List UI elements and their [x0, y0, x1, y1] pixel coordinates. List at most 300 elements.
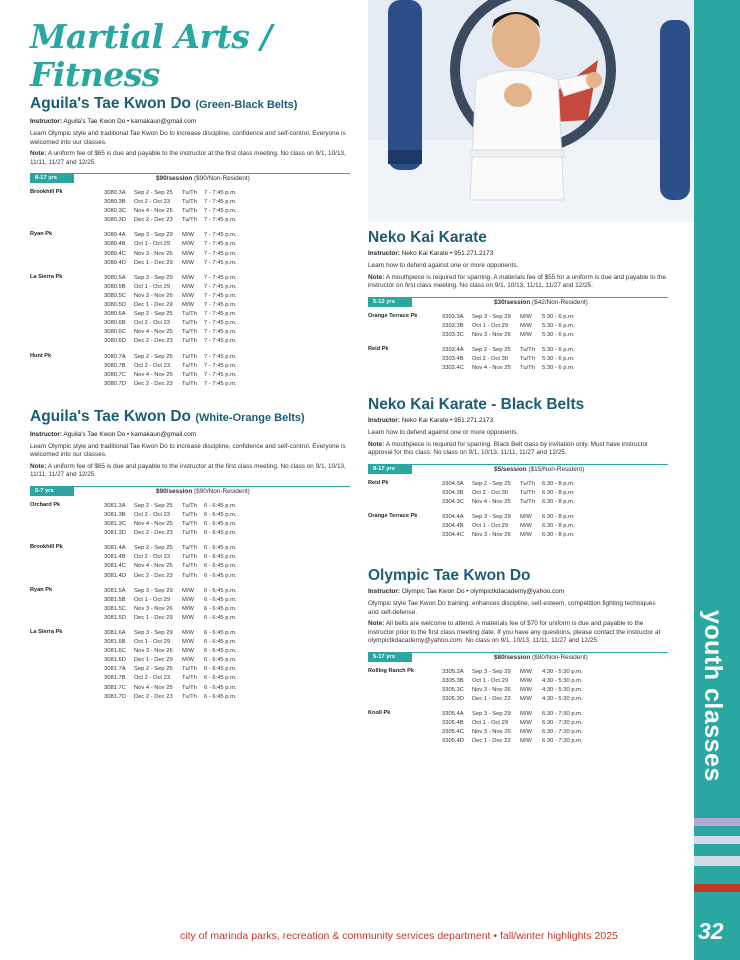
class-days: M/W: [182, 283, 194, 290]
class-row: [442, 313, 668, 322]
age-badge: 8-17 yrs: [30, 174, 74, 183]
class-row: [104, 380, 350, 389]
class-code: 3080.5B: [104, 283, 126, 290]
class-code: 3304.4C: [442, 532, 464, 539]
location-name: Ryan Pk: [30, 231, 53, 238]
class-row: [442, 322, 668, 331]
class-time: 6 - 6:45 p.m.: [204, 563, 237, 570]
class-code: 3304.3B: [442, 489, 464, 496]
location-group: [368, 710, 668, 746]
class-time: 7 - 7:45 p.m.: [204, 320, 237, 327]
class-days: M/W: [182, 292, 194, 299]
class-row: [104, 310, 350, 319]
class-dates: Oct 2 - Oct 23: [134, 199, 171, 206]
fee-text: [156, 175, 250, 182]
class-dates: Oct 1 - Oct 29: [134, 596, 171, 603]
class-time: 7 - 7:45 p.m.: [204, 274, 237, 281]
class-code: 3080.3D: [104, 217, 126, 224]
class-row: [104, 693, 350, 702]
class-time: 6 - 6:45 p.m.: [204, 587, 237, 594]
class-time: 7 - 7:45 p.m.: [204, 311, 237, 318]
class-code: 3080.4D: [104, 259, 126, 266]
class-time: 6:30 - 8 p.m.: [542, 498, 575, 505]
class-code: 3081.6B: [104, 639, 126, 646]
class-time: 6 - 6:45 p.m.: [204, 657, 237, 664]
class-days: M/W: [182, 274, 194, 281]
class-time: 6 - 6:45 p.m.: [204, 684, 237, 691]
fee-bar: [368, 652, 668, 662]
class-code: 3080.5A: [104, 274, 126, 281]
class-row: [104, 337, 350, 346]
instructor-label: Instructor:: [368, 250, 400, 257]
class-time: 5:30 - 6 p.m.: [542, 346, 575, 353]
class-row: [104, 371, 350, 380]
left-column: [30, 18, 350, 702]
class-dates: Nov 4 - Nov 25: [472, 364, 511, 371]
instructor-label: Instructor:: [30, 118, 62, 125]
class-code: 3080.4B: [104, 241, 126, 248]
class-time: 6:30 - 8 p.m.: [542, 489, 575, 496]
location-name: Ryan Pk: [30, 586, 53, 593]
class-rows: [442, 513, 668, 540]
class-days: Tu/Th: [182, 675, 197, 682]
location-group: [30, 502, 350, 538]
location-group: [30, 274, 350, 347]
class-days: Tu/Th: [182, 666, 197, 673]
program-description: Olympic style Tae Kwon Do training: enhances discipline, self-esteem, competition fighting techniques and self-defense.: [368, 600, 656, 616]
class-time: 7 - 7:45 p.m.: [204, 250, 237, 257]
class-dates: Nov 4 - Nov 25: [134, 371, 173, 378]
class-time: 6 - 6:45 p.m.: [204, 530, 237, 537]
class-row: [442, 737, 668, 746]
sidebar-youth-classes: [694, 0, 740, 960]
instructor-contact: Aguila's Tae Kwon Do • kamakaun@gmail.com: [63, 118, 197, 125]
class-time: 6 - 6:45 p.m.: [204, 614, 237, 621]
instructor-line: [368, 588, 668, 596]
class-code: 3303.3C: [442, 331, 464, 338]
class-dates: Sep 3 - Sep 29: [134, 630, 173, 636]
class-row: [104, 240, 350, 249]
class-dates: Sep 3 - Sep 29: [472, 668, 511, 675]
location-group: [368, 313, 668, 340]
class-code: 3081.5C: [104, 605, 126, 612]
class-time: 7 - 7:45 p.m.: [204, 208, 237, 215]
class-code: 3303.4A: [442, 346, 464, 353]
class-dates: Dec 2 - Dec 23: [134, 338, 173, 345]
location-name: La Sierra Pk: [30, 273, 63, 280]
class-code: 3081.5D: [104, 614, 126, 621]
class-time: 5:30 - 6 p.m.: [542, 331, 575, 338]
class-dates: Oct 1 - Oct 29: [472, 720, 509, 727]
class-row: [104, 553, 350, 562]
class-days: M/W: [182, 648, 194, 655]
class-code: 3081.4C: [104, 563, 126, 570]
class-row: [104, 216, 350, 225]
class-row: [104, 362, 350, 371]
class-code: 3303.4C: [442, 364, 464, 371]
page-number: 32: [698, 918, 724, 944]
class-row: [442, 513, 668, 522]
class-time: 7 - 7:45 p.m.: [204, 241, 237, 248]
class-dates: Oct 1 - Oct 29: [134, 283, 171, 290]
class-code: 3305.3A: [442, 668, 464, 675]
class-dates: Sep 2 - Sep 25: [472, 480, 511, 487]
age-badge: 5-17 yrs: [368, 653, 412, 662]
class-days: Tu/Th: [182, 545, 197, 552]
instructor-contact: Aguila's Tae Kwon Do • kamakaun@gmail.com: [63, 430, 197, 438]
class-row: [104, 207, 350, 216]
class-days: Tu/Th: [182, 338, 197, 345]
class-days: Tu/Th: [182, 353, 197, 360]
class-days: Tu/Th: [182, 684, 197, 691]
class-time: 6:30 - 8 p.m.: [542, 522, 575, 529]
class-time: 4:30 - 5:30 p.m.: [542, 695, 583, 702]
class-row: [104, 198, 350, 207]
class-days: M/W: [520, 522, 532, 529]
fee-nonresident: ($80/Non-Resident): [532, 653, 588, 661]
location-name: La Sierra Pk: [30, 629, 63, 635]
class-days: Tu/Th: [182, 380, 197, 387]
class-rows: [442, 710, 668, 746]
right-column: [368, 228, 668, 746]
class-rows: [104, 274, 350, 347]
sidebar-label: youth classes: [699, 610, 727, 782]
class-time: 6:30 - 8 p.m.: [542, 532, 575, 539]
decor-stripe: [694, 818, 740, 826]
class-time: 6 - 6:45 p.m.: [204, 554, 237, 561]
class-row: [442, 489, 668, 498]
class-code: 3080.3B: [104, 199, 126, 206]
class-row: [104, 614, 350, 623]
class-time: 7 - 7:45 p.m.: [204, 283, 237, 290]
class-time: 4:30 - 5:30 p.m.: [542, 677, 583, 684]
location-group: [368, 480, 668, 507]
class-time: 6 - 6:45 p.m.: [204, 648, 237, 655]
class-code: 3081.3B: [104, 511, 126, 518]
class-code: 3081.3C: [104, 521, 126, 528]
class-days: Tu/Th: [182, 362, 197, 369]
fee-nonresident: ($90/Non-Resident): [194, 175, 250, 182]
class-rows: [442, 346, 668, 373]
class-code: 3304.3A: [442, 480, 464, 487]
class-row: [104, 250, 350, 259]
class-code: 3305.3B: [442, 677, 464, 684]
class-dates: Sep 2 - Sep 25: [472, 346, 511, 353]
note-label: Note:: [368, 620, 385, 628]
fee-bar: [368, 297, 668, 307]
class-days: M/W: [520, 668, 532, 675]
class-time: 7 - 7:45 p.m.: [204, 353, 237, 360]
class-code: 3080.7D: [104, 380, 126, 387]
class-code: 3080.4A: [104, 232, 126, 239]
class-code: 3080.7B: [104, 362, 126, 369]
class-days: M/W: [520, 513, 532, 520]
class-days: M/W: [182, 232, 194, 239]
program-title: [368, 228, 668, 247]
class-dates: Dec 1 - Dec 29: [134, 657, 173, 664]
location-group: [30, 587, 350, 623]
class-code: 3080.3A: [104, 190, 126, 196]
hero-photo-karate-kid: [368, 0, 694, 222]
class-days: Tu/Th: [182, 199, 197, 206]
location-name: Orange Terrace Pk: [368, 512, 418, 519]
location-name: Hunt Pk: [30, 352, 52, 359]
class-dates: Oct 1 - Oct 29: [472, 677, 509, 684]
location-name: Orange Terrace Pk: [368, 312, 418, 319]
class-dates: Sep 3 - Sep 29: [472, 313, 511, 320]
class-row: [104, 328, 350, 337]
program-title-text: Neko Kai Karate: [368, 229, 487, 246]
class-dates: Dec 1 - Dec 29: [134, 302, 173, 309]
program-note: [30, 150, 350, 167]
class-dates: Sep 3 - Sep 29: [472, 513, 511, 520]
class-rows: [442, 480, 668, 507]
class-days: M/W: [520, 720, 532, 727]
class-time: 7 - 7:45 p.m.: [204, 380, 237, 387]
fee-bar: [368, 464, 668, 474]
class-row: [104, 562, 350, 571]
note-text: A mouthpiece is required for sparring. A materials fee of $55 for a uniform is due and payable to the instructor on first class meeting. No class on 9/1, 10/13, 11/11, 11/27 and 12/25.: [368, 273, 667, 289]
note-text: All belts are welcome to attend. A materials fee of $70 for uniform is due and payable to the instructor prior to the first class meeting date. If you have any questions, please contact the instructor at olympictkdacademy@yahoo.com. No class on 9/1, 10/13, 11/11, 11/27 and 12/25.: [368, 620, 661, 645]
class-code: 3080.6C: [104, 329, 126, 336]
class-dates: Oct 2 - Oct 23: [134, 511, 171, 518]
class-rows: [104, 231, 350, 267]
class-days: Tu/Th: [520, 498, 535, 505]
class-dates: Nov 3 - Nov 26: [472, 532, 511, 539]
class-time: 7 - 7:45 p.m.: [204, 199, 237, 206]
location-name: Brookhill Pk: [30, 544, 63, 551]
class-row: [104, 502, 350, 511]
program-title: [368, 395, 668, 414]
class-code: 3081.6D: [104, 657, 126, 664]
class-dates: Dec 2 - Dec 23: [134, 530, 173, 537]
class-dates: Oct 1 - Oct 29: [134, 241, 171, 248]
class-time: 5:30 - 6 p.m.: [542, 355, 575, 362]
class-dates: Dec 2 - Dec 23: [134, 572, 173, 579]
class-dates: Dec 2 - Dec 23: [134, 693, 173, 700]
class-dates: Oct 2 - Oct 30: [472, 489, 509, 496]
class-code: 3080.3C: [104, 208, 126, 215]
program-title-text: Aguila's Tae Kwon Do: [30, 95, 191, 112]
class-row: [104, 674, 350, 683]
fee-nonresident: ($15/Non-Resident): [528, 465, 585, 473]
class-dates: Sep 2 - Sep 25: [134, 666, 173, 673]
class-time: 5:30 - 6 p.m.: [542, 364, 575, 371]
class-days: M/W: [520, 686, 532, 693]
class-row: [104, 259, 350, 268]
class-days: M/W: [182, 241, 194, 248]
location-group: [30, 189, 350, 225]
class-days: M/W: [520, 729, 532, 736]
instructor-label: Instructor:: [368, 588, 400, 596]
class-time: 7 - 7:45 p.m.: [204, 259, 237, 266]
page-footer: city of marinda parks, recreation & community services department • fall/winter highlights 2025: [180, 930, 618, 942]
class-row: [104, 684, 350, 693]
note-text: A uniform fee of $65 is due and payable to the instructor at the first class meeting. No class on 9/1, 10/13, 11/11, 11/27 and 12/25.: [30, 462, 346, 479]
class-code: 3304.3C: [442, 498, 464, 505]
instructor-contact: Neko Kai Karate • 951.271.2173: [401, 417, 494, 425]
class-days: Tu/Th: [182, 311, 197, 318]
class-row: [104, 301, 350, 310]
class-days: M/W: [182, 587, 194, 594]
class-code: 3305.4B: [442, 720, 464, 727]
class-code: 3303.3B: [442, 322, 464, 329]
class-dates: Oct 2 - Oct 23: [134, 675, 171, 682]
class-row: [104, 596, 350, 605]
class-row: [442, 522, 668, 531]
class-row: [104, 511, 350, 520]
class-days: M/W: [520, 711, 532, 717]
class-code: 3080.7A: [104, 353, 126, 360]
class-time: 6 - 6:45 p.m.: [204, 545, 237, 552]
class-time: 6 - 6:45 p.m.: [204, 605, 237, 612]
class-days: Tu/Th: [182, 320, 197, 327]
class-dates: Sep 3 - Sep 29: [134, 587, 173, 594]
class-time: 6 - 6:45 p.m.: [204, 572, 237, 579]
fee-text: [156, 488, 250, 495]
program-subtitle: (White-Orange Belts): [195, 411, 305, 424]
program-subtitle: (Green-Black Belts): [195, 99, 298, 111]
class-row: [442, 677, 668, 686]
class-code: 3081.6A: [104, 630, 126, 636]
class-rows: [104, 587, 350, 623]
instructor-line: [30, 431, 350, 439]
instructor-line: [368, 250, 668, 258]
class-days: M/W: [182, 639, 194, 646]
program-block: [30, 407, 350, 702]
class-days: Tu/Th: [182, 521, 197, 528]
class-days: Tu/Th: [182, 502, 197, 509]
program-block: [368, 395, 668, 540]
program-block: [30, 94, 350, 389]
class-days: Tu/Th: [182, 554, 197, 561]
class-days: Tu/Th: [182, 511, 197, 518]
class-row: [442, 355, 668, 364]
class-code: 3080.4C: [104, 250, 126, 257]
location-group: [368, 668, 668, 704]
class-days: M/W: [182, 657, 194, 664]
class-time: 6 - 6:45 p.m.: [204, 675, 237, 682]
class-row: [104, 629, 350, 638]
class-time: 6 - 6:45 p.m.: [204, 666, 237, 673]
class-dates: Sep 2 - Sep 25: [134, 311, 173, 318]
class-code: 3080.6D: [104, 338, 126, 345]
class-days: Tu/Th: [182, 572, 197, 579]
program-block: [368, 566, 668, 746]
class-row: [104, 274, 350, 283]
age-badge: 5-7 yrs: [30, 487, 74, 496]
program-title: [30, 94, 350, 115]
class-days: Tu/Th: [182, 217, 197, 224]
class-dates: Oct 2 - Oct 23: [134, 320, 171, 327]
class-rows: [442, 668, 668, 704]
class-row: [442, 686, 668, 695]
class-row: [104, 665, 350, 674]
class-time: 5:30 - 6 p.m.: [542, 313, 575, 320]
class-dates: Nov 4 - Nov 25: [134, 208, 173, 215]
class-code: 3305.3C: [442, 686, 464, 693]
class-time: 7 - 7:45 p.m.: [204, 362, 237, 369]
class-time: 7 - 7:45 p.m.: [204, 302, 237, 309]
decor-stripe: [694, 836, 740, 844]
program-block: [368, 228, 668, 373]
class-time: 7 - 7:45 p.m.: [204, 338, 237, 345]
fee-resident: $5/session: [494, 465, 527, 473]
class-code: 3080.6B: [104, 320, 126, 327]
instructor-contact: Neko Kai Karate • 951.271.2173: [401, 250, 494, 257]
program-note: [368, 620, 668, 646]
class-days: M/W: [182, 302, 194, 309]
class-code: 3081.4D: [104, 572, 126, 579]
class-code: 3081.6C: [104, 648, 126, 655]
location-name: Rolling Ranch Pk: [368, 667, 414, 674]
note-label: Note:: [368, 440, 385, 448]
class-time: 7 - 7:45 p.m.: [204, 232, 237, 239]
class-time: 6 - 6:45 p.m.: [204, 693, 237, 700]
class-row: [104, 572, 350, 581]
class-rows: [104, 629, 350, 702]
class-code: 3081.5A: [104, 587, 126, 594]
class-dates: Oct 1 - Oct 29: [472, 322, 509, 329]
class-time: 6 - 6:45 p.m.: [204, 639, 237, 646]
class-rows: [104, 353, 350, 389]
class-time: 6:30 - 7:30 p.m.: [542, 729, 583, 736]
class-row: [104, 189, 350, 198]
note-label: Note:: [30, 462, 47, 470]
class-row: [104, 529, 350, 538]
class-time: 6:30 - 7:30 p.m.: [542, 711, 583, 717]
class-row: [104, 638, 350, 647]
class-days: M/W: [182, 614, 194, 621]
class-row: [104, 656, 350, 665]
class-days: Tu/Th: [182, 371, 197, 378]
class-code: 3081.7A: [104, 666, 126, 673]
class-dates: Sep 2 - Sep 25: [134, 502, 173, 509]
class-days: Tu/Th: [520, 355, 535, 362]
class-dates: Nov 4 - Nov 25: [134, 521, 173, 528]
class-row: [442, 331, 668, 340]
class-dates: Nov 4 - Nov 25: [472, 498, 511, 505]
location-group: [368, 346, 668, 373]
fee-text: [494, 299, 588, 306]
class-code: 3081.4A: [104, 545, 126, 552]
class-code: 3303.4B: [442, 355, 464, 362]
class-code: 3303.3A: [442, 313, 464, 320]
program-note: [368, 274, 668, 291]
class-row: [104, 283, 350, 292]
class-time: 6 - 6:45 p.m.: [204, 596, 237, 603]
class-code: 3305.3D: [442, 695, 464, 702]
location-name: Brookhill Pk: [30, 189, 63, 195]
class-time: 6 - 6:45 p.m.: [204, 521, 237, 528]
class-days: Tu/Th: [520, 480, 535, 487]
class-row: [104, 231, 350, 240]
program-description: Learn how to defend against one or more opponents.: [368, 262, 519, 269]
location-name: Knoll Pk: [368, 710, 391, 716]
class-row: [104, 292, 350, 301]
class-time: 4:30 - 5:30 p.m.: [542, 686, 583, 693]
class-days: M/W: [182, 596, 194, 603]
class-row: [104, 544, 350, 553]
class-dates: Sep 2 - Sep 25: [134, 190, 173, 196]
class-row: [442, 480, 668, 489]
class-days: M/W: [520, 322, 532, 329]
class-time: 4:30 - 5:30 p.m.: [542, 668, 583, 675]
program-description: Learn Olympic style and traditional Tae Kwon Do to increase discipline, confidence and self-control. Everyone is welcomed into our classes.: [30, 442, 346, 459]
class-row: [442, 710, 668, 719]
class-days: M/W: [182, 630, 194, 636]
class-code: 3081.4B: [104, 554, 126, 561]
